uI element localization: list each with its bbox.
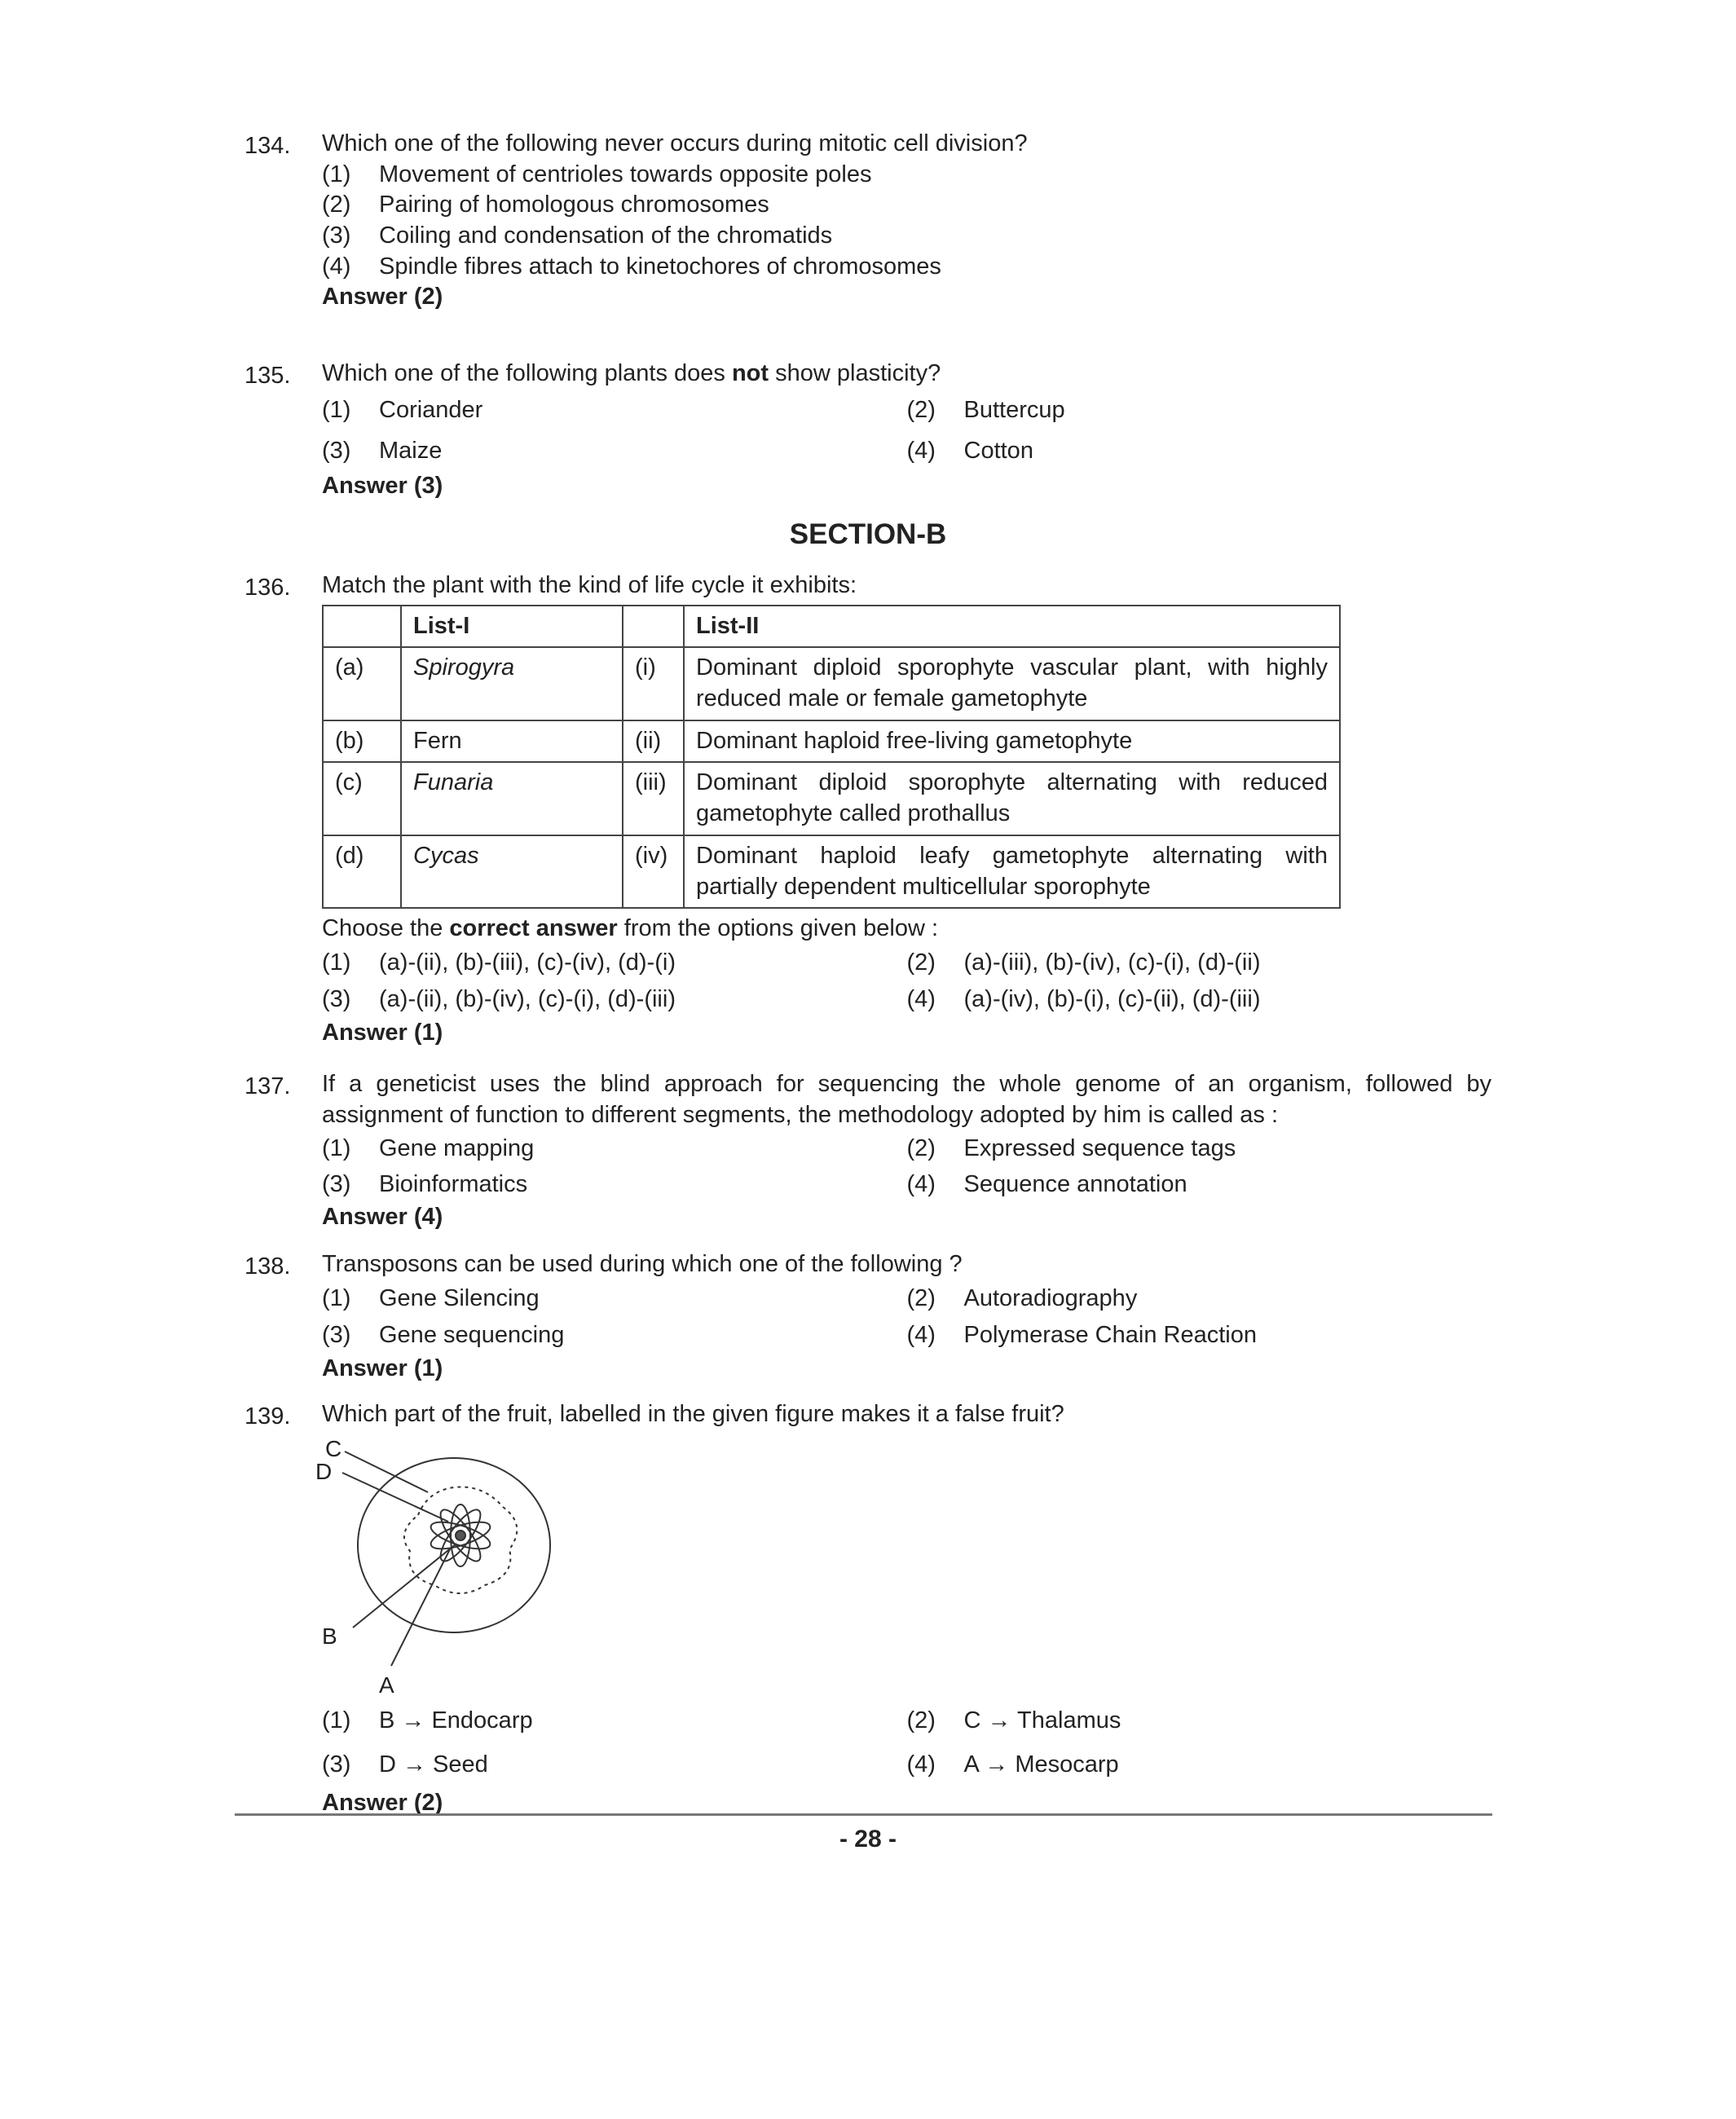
question-137 <box>245 1069 1491 1233</box>
option-1: (1) Gene mapping <box>322 1135 535 1162</box>
table-row: (b) Fern (ii) Dominant haploid free-living gametophyte <box>323 720 1340 763</box>
options-list <box>322 1280 1491 1354</box>
question-134 <box>245 129 1491 313</box>
pointer-a <box>391 1548 451 1666</box>
question-135 <box>245 359 1491 501</box>
option-4: (4) Spindle fibres attach to kinetochores of chromosomes <box>322 253 941 280</box>
page-number: - 28 - <box>839 1826 897 1852</box>
choose-instruction: Choose the correct answer from the options given below : <box>322 915 939 942</box>
option-1: (1) (a)-(ii), (b)-(iii), (c)-(iv), (d)-(i) <box>322 949 676 976</box>
option-4: (4) Sequence annotation <box>906 1171 1187 1198</box>
option-4: (4) Polymerase Chain Reaction <box>906 1321 1257 1348</box>
option-3: (3) Bioinformatics <box>322 1171 528 1198</box>
answer: Answer (2) <box>322 1789 443 1816</box>
question-text: Which one of the following plants does not show plasticity? <box>322 360 941 386</box>
option-2: (2) C → Thalamus <box>906 1707 1121 1734</box>
label-b: B <box>322 1623 337 1649</box>
question-138 <box>245 1249 1491 1384</box>
question-number: 134. <box>245 133 291 159</box>
option-4: (4) (a)-(iv), (b)-(i), (c)-(ii), (d)-(iii) <box>906 985 1261 1012</box>
options-list <box>322 390 1491 471</box>
question-number: 136. <box>245 575 291 601</box>
option-4: (4) Cotton <box>906 437 1033 464</box>
answer: Answer (1) <box>322 1355 443 1381</box>
question-number: 135. <box>245 363 291 389</box>
pointer-c <box>345 1452 428 1492</box>
list1-header: List-I <box>401 606 623 648</box>
label-c: C <box>325 1435 342 1461</box>
options-list <box>322 160 1491 283</box>
option-3: (3) Gene sequencing <box>322 1321 565 1348</box>
false-fruit-figure <box>314 1434 575 1698</box>
option-3: (3) Coiling and condensation of the chromatids <box>322 222 833 249</box>
question-text: Match the plant with the kind of life cycle it exhibits: <box>322 572 857 598</box>
answer: Answer (2) <box>322 284 443 311</box>
options-list <box>322 1698 1491 1786</box>
option-2: (2) Pairing of homologous chromosomes <box>322 192 769 218</box>
table-row: (d) Cycas (iv) Dominant haploid leafy gametophyte alternating with partially dependent multicellular sporophyte <box>323 835 1340 908</box>
options-list <box>322 1130 1491 1202</box>
option-1: (1) Coriander <box>322 396 483 423</box>
option-2: (2) Autoradiography <box>906 1284 1138 1311</box>
table-row: (a) Spirogyra (i) Dominant diploid sporophyte vascular plant, with highly reduced male or female gametophyte <box>323 647 1340 720</box>
match-table <box>322 605 1341 910</box>
question-text: Transposons can be used during which one of the following ? <box>322 1251 963 1277</box>
question-number: 138. <box>245 1253 291 1280</box>
core-petals <box>428 1504 493 1566</box>
option-1: (1) B → Endocarp <box>322 1707 533 1734</box>
option-4: (4) A → Mesocarp <box>906 1751 1119 1778</box>
list2-header: List-II <box>684 606 1340 648</box>
option-2: (2) Buttercup <box>906 396 1065 423</box>
table-row: (c) Funaria (iii) Dominant diploid sporophyte alternating with reduced gametophyte called prothallus <box>323 762 1340 835</box>
option-2: (2) Expressed sequence tags <box>906 1135 1236 1162</box>
question-139 <box>245 1399 1491 1818</box>
answer: Answer (4) <box>322 1204 443 1231</box>
label-a: A <box>379 1672 394 1698</box>
question-number: 139. <box>245 1403 291 1430</box>
question-number: 137. <box>245 1073 291 1099</box>
option-1: (1) Gene Silencing <box>322 1284 540 1311</box>
option-3: (3) (a)-(ii), (b)-(iv), (c)-(i), (d)-(iii) <box>322 985 676 1012</box>
section-heading: SECTION-B <box>789 518 947 550</box>
label-d: D <box>315 1458 333 1484</box>
option-3: (3) D → Seed <box>322 1751 488 1778</box>
question-text: Which part of the fruit, labelled in the given figure makes it a false fruit? <box>322 1401 1064 1427</box>
question-text: If a geneticist uses the blind approach for sequencing the whole genome of an organism, followed by assignment of function to different segments, the methodology adopted by him is called as : <box>322 1071 1491 1128</box>
table-header-row <box>323 606 1340 648</box>
options-list <box>322 945 1491 1018</box>
pointer-d <box>342 1473 448 1522</box>
answer: Answer (3) <box>322 472 443 499</box>
option-3: (3) Maize <box>322 437 443 464</box>
question-text: Which one of the following never occurs during mitotic cell division? <box>322 130 1028 156</box>
option-1: (1) Movement of centrioles towards opposite poles <box>322 161 872 187</box>
question-136 <box>245 570 1491 1049</box>
option-2: (2) (a)-(iii), (b)-(iv), (c)-(i), (d)-(ii) <box>906 949 1261 976</box>
answer: Answer (1) <box>322 1019 443 1046</box>
footer-divider <box>235 1813 1492 1816</box>
